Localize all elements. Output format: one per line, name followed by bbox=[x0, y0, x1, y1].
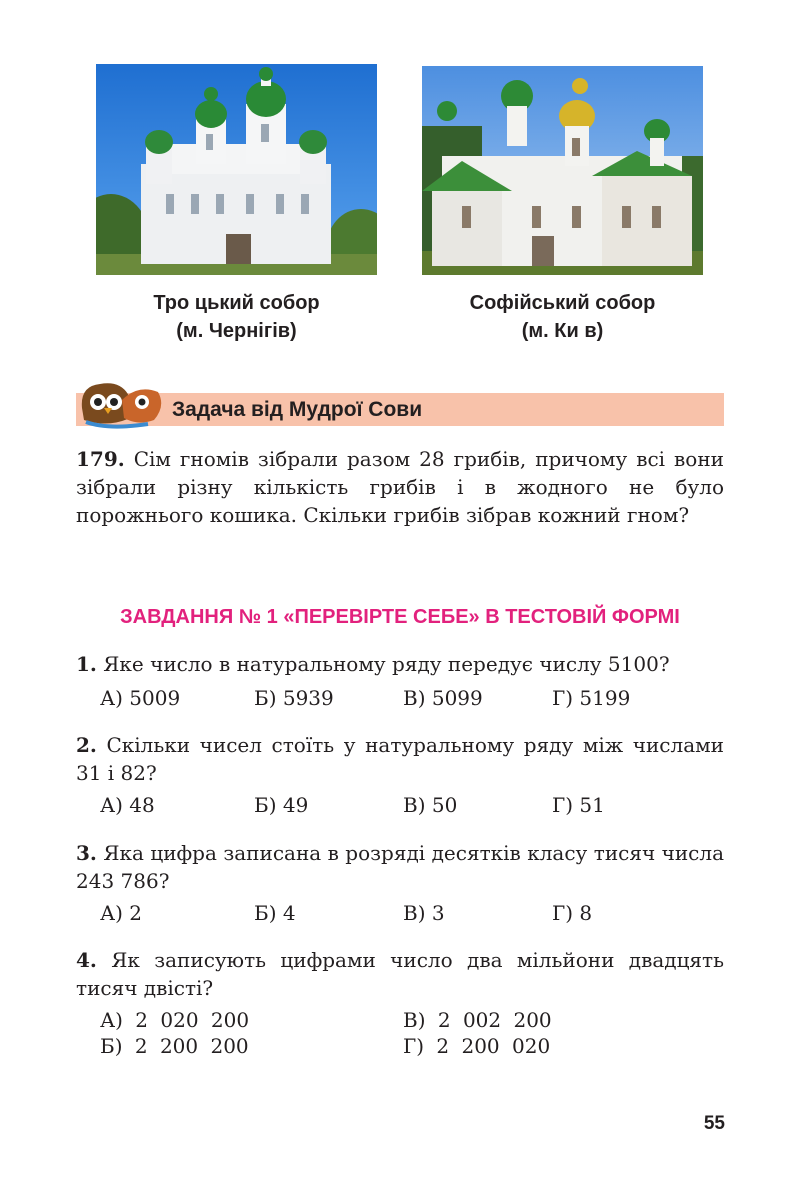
st-sophia-cathedral-photo bbox=[422, 66, 703, 275]
question-4 bbox=[76, 946, 724, 1002]
q4-option-v: В) 2 002 200 bbox=[403, 1008, 552, 1032]
right-caption-line2: (м. Ки в) bbox=[521, 320, 604, 342]
left-photo-caption bbox=[96, 289, 377, 345]
q1-option-a: А) 5009 bbox=[100, 686, 181, 710]
question-number: 4. bbox=[76, 948, 97, 972]
problem-text: Сім гномів зібрали разом 28 грибів, причому всі вони зібрали різну кількість грибів і в жодного не було порожнього кошика. Скільки грибів зібрав кожний гном? bbox=[76, 447, 724, 527]
question-text: Скільки чисел стоїть у натуральному ряду між числами 31 і 82? bbox=[76, 733, 724, 785]
question-number: 3. bbox=[76, 841, 97, 865]
q2-option-g: Г) 51 bbox=[552, 793, 605, 817]
right-photo-caption bbox=[422, 289, 703, 345]
q3-option-a: А) 2 bbox=[100, 901, 143, 925]
banner-title: Задача від Мудрої Сови bbox=[172, 398, 423, 421]
owl-icon bbox=[78, 378, 166, 430]
q4-option-g: Г) 2 200 020 bbox=[403, 1034, 551, 1058]
problem-179 bbox=[76, 445, 724, 529]
problem-number: 179. bbox=[76, 447, 125, 471]
q2-option-a: А) 48 bbox=[100, 793, 155, 817]
test-section-title: ЗАВДАННЯ № 1 «ПЕРЕВІРТЕ СЕБЕ» В ТЕСТОВІЙ ФОРМІ bbox=[120, 606, 680, 628]
question-2 bbox=[76, 731, 724, 787]
q3-option-v: В) 3 bbox=[403, 901, 445, 925]
question-number: 2. bbox=[76, 733, 97, 757]
question-1 bbox=[76, 650, 724, 678]
q3-option-b: Б) 4 bbox=[254, 901, 296, 925]
question-text: Яке число в натуральному ряду передує числу 5100? bbox=[103, 652, 670, 676]
left-caption-line2: (м. Чернігів) bbox=[176, 320, 297, 342]
q4-option-b: Б) 2 200 200 bbox=[100, 1034, 249, 1058]
q3-option-g: Г) 8 bbox=[552, 901, 593, 925]
question-number: 1. bbox=[76, 652, 97, 676]
right-caption-line1: Софійський собор bbox=[469, 292, 656, 314]
left-caption-line1: Тро цький собор bbox=[153, 292, 320, 314]
question-3 bbox=[76, 839, 724, 895]
q2-option-v: В) 50 bbox=[403, 793, 458, 817]
question-text: Яка цифра записана в розряді десятків класу тисяч числа 243 786? bbox=[76, 841, 724, 893]
page-number: 55 bbox=[703, 1113, 725, 1134]
q1-option-b: Б) 5939 bbox=[254, 686, 334, 710]
question-text: Як записують цифрами число два мільйони двадцять тисяч двісті? bbox=[76, 948, 725, 1000]
q4-option-a: А) 2 020 200 bbox=[100, 1008, 250, 1032]
q2-option-b: Б) 49 bbox=[254, 793, 309, 817]
trinity-cathedral-photo bbox=[96, 64, 377, 275]
q1-option-g: Г) 5199 bbox=[552, 686, 631, 710]
q1-option-v: В) 5099 bbox=[403, 686, 483, 710]
